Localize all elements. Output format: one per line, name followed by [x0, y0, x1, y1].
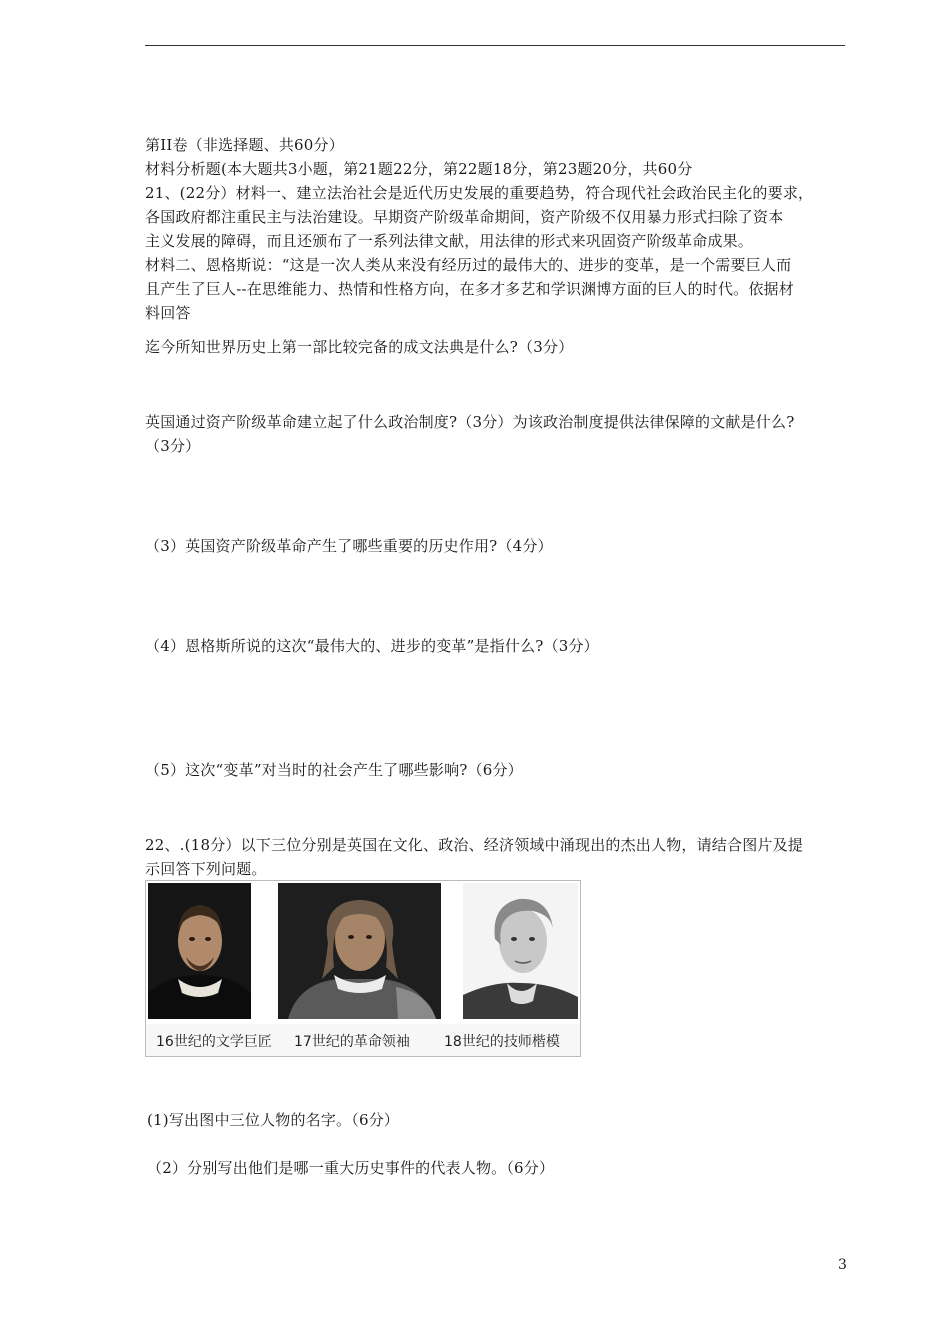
header-rule — [145, 45, 845, 46]
q22-line: 示回答下列问题。 — [145, 860, 267, 878]
q22-sub1: (1)写出图中三位人物的名字。（6分） — [147, 1111, 400, 1129]
q21-sub4: （4）恩格斯所说的这次“最伟大的、进步的变革”是指什么?（3分） — [145, 637, 599, 655]
portrait-watt — [463, 883, 578, 1019]
q21-sub1: 迄今所知世界历史上第一部比较完备的成文法典是什么?（3分） — [145, 338, 574, 356]
q21-line: 主义发展的障碍，而且还颁布了一系列法律文献，用法律的形式来巩固资产阶级革命成果。 — [145, 232, 754, 250]
q21-line: 21、(22分）材料一、建立法治社会是近代历史发展的重要趋势，符合现代社会政治民主化的要求， — [145, 184, 814, 202]
q21-sub2: 英国通过资产阶级革命建立起了什么政治制度?（3分）为该政治制度提供法律保障的文献是什么? — [145, 413, 795, 431]
portraits-figure — [145, 880, 581, 1057]
caption-literary-master: 16世纪的文学巨匠 — [156, 1034, 272, 1050]
page-number: 3 — [838, 1257, 847, 1273]
q21-line: 材料二、恩格斯说：“这是一次人类从来没有经历过的最伟大的、进步的变革，是一个需要巨人而 — [145, 256, 792, 274]
caption-revolutionary-leader: 17世纪的革命领袖 — [294, 1034, 410, 1050]
q21-sub5: （5）这次“变革”对当时的社会产生了哪些影响?（6分） — [145, 761, 523, 779]
q21-line: 料回答 — [145, 304, 191, 322]
q21-sub3: （3）英国资产阶级革命产生了哪些重要的历史作用?（4分） — [145, 537, 553, 555]
q21-line: 且产生了巨人--在思维能力、热情和性格方向，在多才多艺和学识渊博方面的巨人的时代。依据材 — [145, 280, 794, 298]
section-intro: 材料分析题(本大题共3小题，第21题22分，第22题18分，第23题20分，共60分 — [145, 160, 693, 178]
section-title: 第II卷（非选择题、共60分） — [145, 136, 344, 154]
caption-technician-model: 18世纪的技师楷模 — [444, 1034, 560, 1050]
portrait-shakespeare — [148, 883, 251, 1019]
portrait-cromwell — [278, 883, 441, 1019]
q22-line: 22、.(18分）以下三位分别是英国在文化、政治、经济领域中涌现出的杰出人物，请结合图片及提 — [145, 836, 803, 854]
q22-sub2: （2）分别写出他们是哪一重大历史事件的代表人物。（6分） — [147, 1159, 555, 1177]
q21-line: 各国政府都注重民主与法治建设。早期资产阶级革命期间，资产阶级不仅用暴力形式扫除了资本 — [145, 208, 784, 226]
q21-sub2-score: （3分） — [145, 437, 201, 455]
